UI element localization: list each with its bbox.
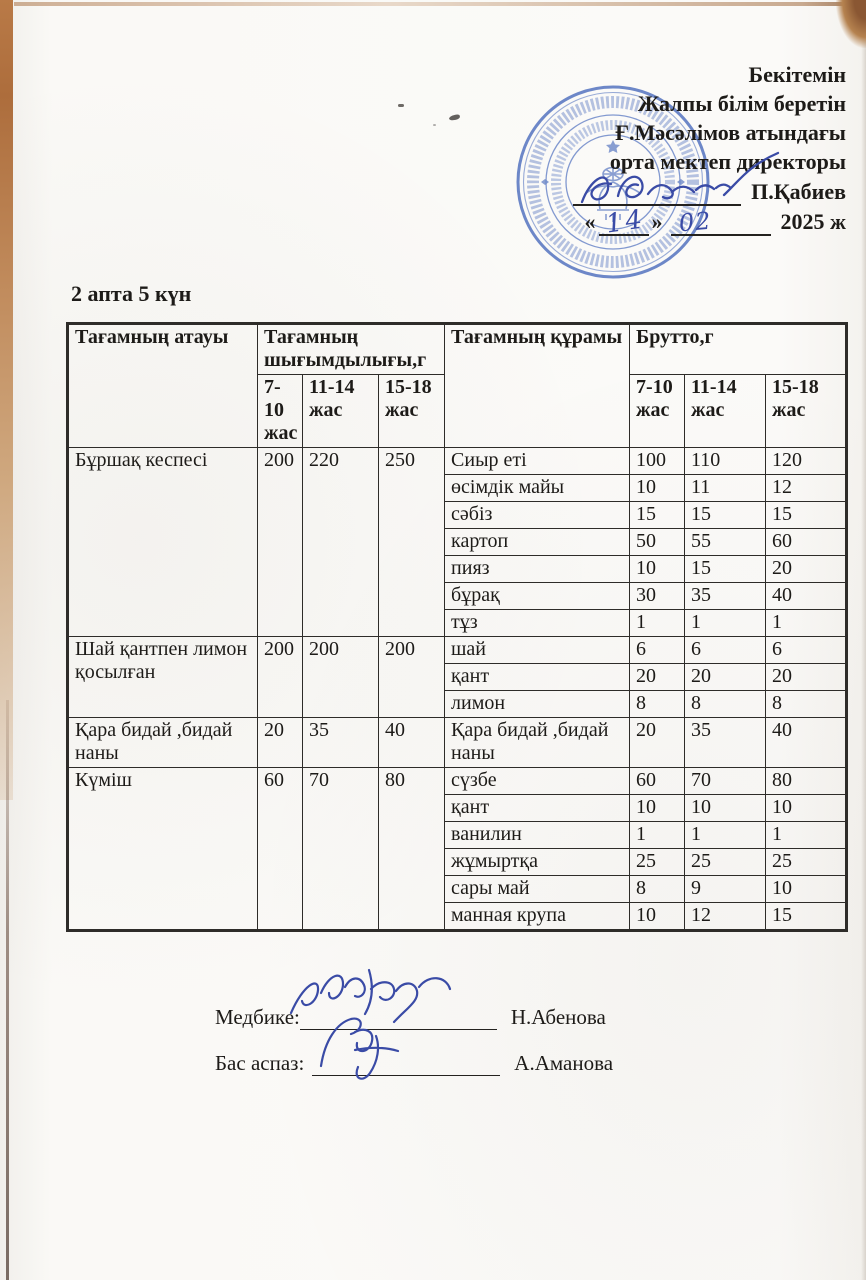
ingredient-name-cell: бұрақ	[445, 583, 630, 610]
brutto-value-cell: 80	[766, 768, 847, 795]
handwritten-month: 02	[677, 207, 713, 238]
col-header-age-group: 7-10 жас	[630, 375, 685, 448]
brutto-value-cell: 25	[685, 849, 766, 876]
brutto-value-cell: 11	[685, 475, 766, 502]
ingredient-name-cell: жұмыртқа	[445, 849, 630, 876]
brutto-value-cell: 1	[766, 822, 847, 849]
brutto-value-cell: 9	[685, 876, 766, 903]
brutto-value-cell: 10	[685, 795, 766, 822]
nurse-name: Н.Абенова	[510, 1005, 606, 1029]
dish-output-cell: 200	[379, 637, 445, 718]
brutto-value-cell: 10	[630, 903, 685, 931]
brutto-value-cell: 20	[630, 664, 685, 691]
ingredient-name-cell: ванилин	[445, 822, 630, 849]
dish-output-cell: 200	[303, 637, 379, 718]
brutto-value-cell: 8	[630, 876, 685, 903]
brutto-value-cell: 12	[685, 903, 766, 931]
open-quote: «	[584, 209, 596, 235]
col-header-dish-composition: Тағамның құрамы	[445, 324, 630, 448]
dish-output-cell: 200	[258, 448, 303, 637]
table-header-row	[68, 324, 847, 375]
dish-output-cell: 200	[258, 637, 303, 718]
table-row	[68, 637, 847, 664]
ink-speck	[398, 104, 404, 107]
approval-title: Бекітемін	[748, 62, 846, 87]
brutto-value-cell: 60	[630, 768, 685, 795]
ingredient-name-cell: сары май	[445, 876, 630, 903]
ingredient-name-cell: сүзбе	[445, 768, 630, 795]
dish-output-cell: 35	[303, 718, 379, 768]
brutto-value-cell: 20	[766, 556, 847, 583]
nurse-label: Медбике:	[215, 1005, 300, 1029]
brutto-value-cell: 15	[630, 502, 685, 529]
director-signature-ink	[572, 150, 787, 216]
brutto-value-cell: 6	[630, 637, 685, 664]
brutto-value-cell: 10	[766, 795, 847, 822]
brutto-value-cell: 15	[685, 556, 766, 583]
ink-speck	[449, 114, 461, 121]
scan-edge-left-line	[6, 700, 9, 1280]
table-row	[68, 768, 847, 795]
brutto-value-cell: 20	[766, 664, 847, 691]
brutto-value-cell: 60	[766, 529, 847, 556]
brutto-value-cell: 110	[685, 448, 766, 475]
col-header-age-group: 15-18 жас	[379, 375, 445, 448]
brutto-value-cell: 120	[766, 448, 847, 475]
chef-label: Бас аспаз:	[215, 1051, 305, 1075]
brutto-value-cell: 50	[630, 529, 685, 556]
brutto-value-cell: 55	[685, 529, 766, 556]
ingredient-name-cell: қант	[445, 664, 630, 691]
chef-signature-ink	[297, 1008, 457, 1088]
dish-name-cell: Күміш	[68, 768, 258, 931]
brutto-value-cell: 1	[630, 610, 685, 637]
brutto-value-cell: 35	[685, 718, 766, 768]
ingredient-name-cell: картоп	[445, 529, 630, 556]
dish-output-cell: 250	[379, 448, 445, 637]
brutto-value-cell: 6	[766, 637, 847, 664]
dish-output-cell: 20	[258, 718, 303, 768]
col-header-age-group: 11-14 жас	[303, 375, 379, 448]
col-header-age-group: 15-18 жас	[766, 375, 847, 448]
ink-speck	[433, 124, 436, 126]
col-header-dish-output: Тағамның шығымдылығы,г	[258, 324, 445, 375]
dish-output-cell: 40	[379, 718, 445, 768]
brutto-value-cell: 20	[630, 718, 685, 768]
dish-name-cell: Бұршақ кеспесі	[68, 448, 258, 637]
dish-name-cell: Шай қантпен лимон қосылған	[68, 637, 258, 718]
ingredient-name-cell: сәбіз	[445, 502, 630, 529]
brutto-value-cell: 25	[766, 849, 847, 876]
ingredient-name-cell: лимон	[445, 691, 630, 718]
ingredient-name-cell: Қара бидай ,бидай наны	[445, 718, 630, 768]
brutto-value-cell: 25	[630, 849, 685, 876]
col-header-age-group: 7-10 жас	[258, 375, 303, 448]
dish-name-cell: Қара бидай ,бидай наны	[68, 718, 258, 768]
scan-edge-left	[0, 0, 13, 800]
ingredient-name-cell: тұз	[445, 610, 630, 637]
approval-org-line-1: Жалпы білім беретін	[637, 91, 846, 117]
approval-org-line-2: Ғ.Мәсәлімов атындағы	[615, 120, 846, 146]
brutto-value-cell: 15	[685, 502, 766, 529]
scan-edge-right	[861, 0, 866, 1280]
brutto-value-cell: 8	[630, 691, 685, 718]
dish-output-cell: 80	[379, 768, 445, 931]
brutto-value-cell: 8	[685, 691, 766, 718]
brutto-value-cell: 8	[766, 691, 847, 718]
col-header-brutto: Брутто,г	[630, 324, 847, 375]
brutto-value-cell: 20	[685, 664, 766, 691]
brutto-value-cell: 35	[685, 583, 766, 610]
brutto-value-cell: 10	[630, 475, 685, 502]
director-name: П.Қабиев	[751, 179, 846, 205]
col-header-age-group: 11-14 жас	[685, 375, 766, 448]
scan-corner-top-right	[836, 0, 866, 48]
brutto-value-cell: 1	[630, 822, 685, 849]
brutto-value-cell: 1	[685, 610, 766, 637]
menu-table	[66, 322, 848, 932]
brutto-value-cell: 100	[630, 448, 685, 475]
col-header-dish-name: Тағамның атауы	[68, 324, 258, 448]
menu-week-day-subtitle: 2 апта 5 күн	[71, 281, 192, 306]
scan-edge-top	[14, 2, 844, 6]
brutto-value-cell: 10	[766, 876, 847, 903]
brutto-value-cell: 40	[766, 718, 847, 768]
brutto-value-cell: 70	[685, 768, 766, 795]
brutto-value-cell: 10	[630, 556, 685, 583]
brutto-value-cell: 1	[766, 610, 847, 637]
dish-output-cell: 220	[303, 448, 379, 637]
ingredient-name-cell: пияз	[445, 556, 630, 583]
chef-name: А.Аманова	[514, 1051, 614, 1075]
brutto-value-cell: 10	[630, 795, 685, 822]
brutto-value-cell: 40	[766, 583, 847, 610]
ingredient-name-cell: өсімдік майы	[445, 475, 630, 502]
approval-org-line-3: орта мектеп директоры	[609, 149, 846, 175]
brutto-value-cell: 6	[685, 637, 766, 664]
close-quote: »	[651, 209, 663, 235]
brutto-value-cell: 30	[630, 583, 685, 610]
table-row	[68, 718, 847, 768]
handwritten-day: 14	[603, 204, 647, 240]
brutto-value-cell: 1	[685, 822, 766, 849]
ingredient-name-cell: манная крупа	[445, 903, 630, 931]
table-row	[68, 448, 847, 475]
brutto-value-cell: 15	[766, 903, 847, 931]
ingredient-name-cell: шай	[445, 637, 630, 664]
ingredient-name-cell: Сиыр еті	[445, 448, 630, 475]
approval-year: 2025 ж	[780, 209, 846, 235]
dish-output-cell: 60	[258, 768, 303, 931]
brutto-value-cell: 12	[766, 475, 847, 502]
brutto-value-cell: 15	[766, 502, 847, 529]
ingredient-name-cell: қант	[445, 795, 630, 822]
dish-output-cell: 70	[303, 768, 379, 931]
